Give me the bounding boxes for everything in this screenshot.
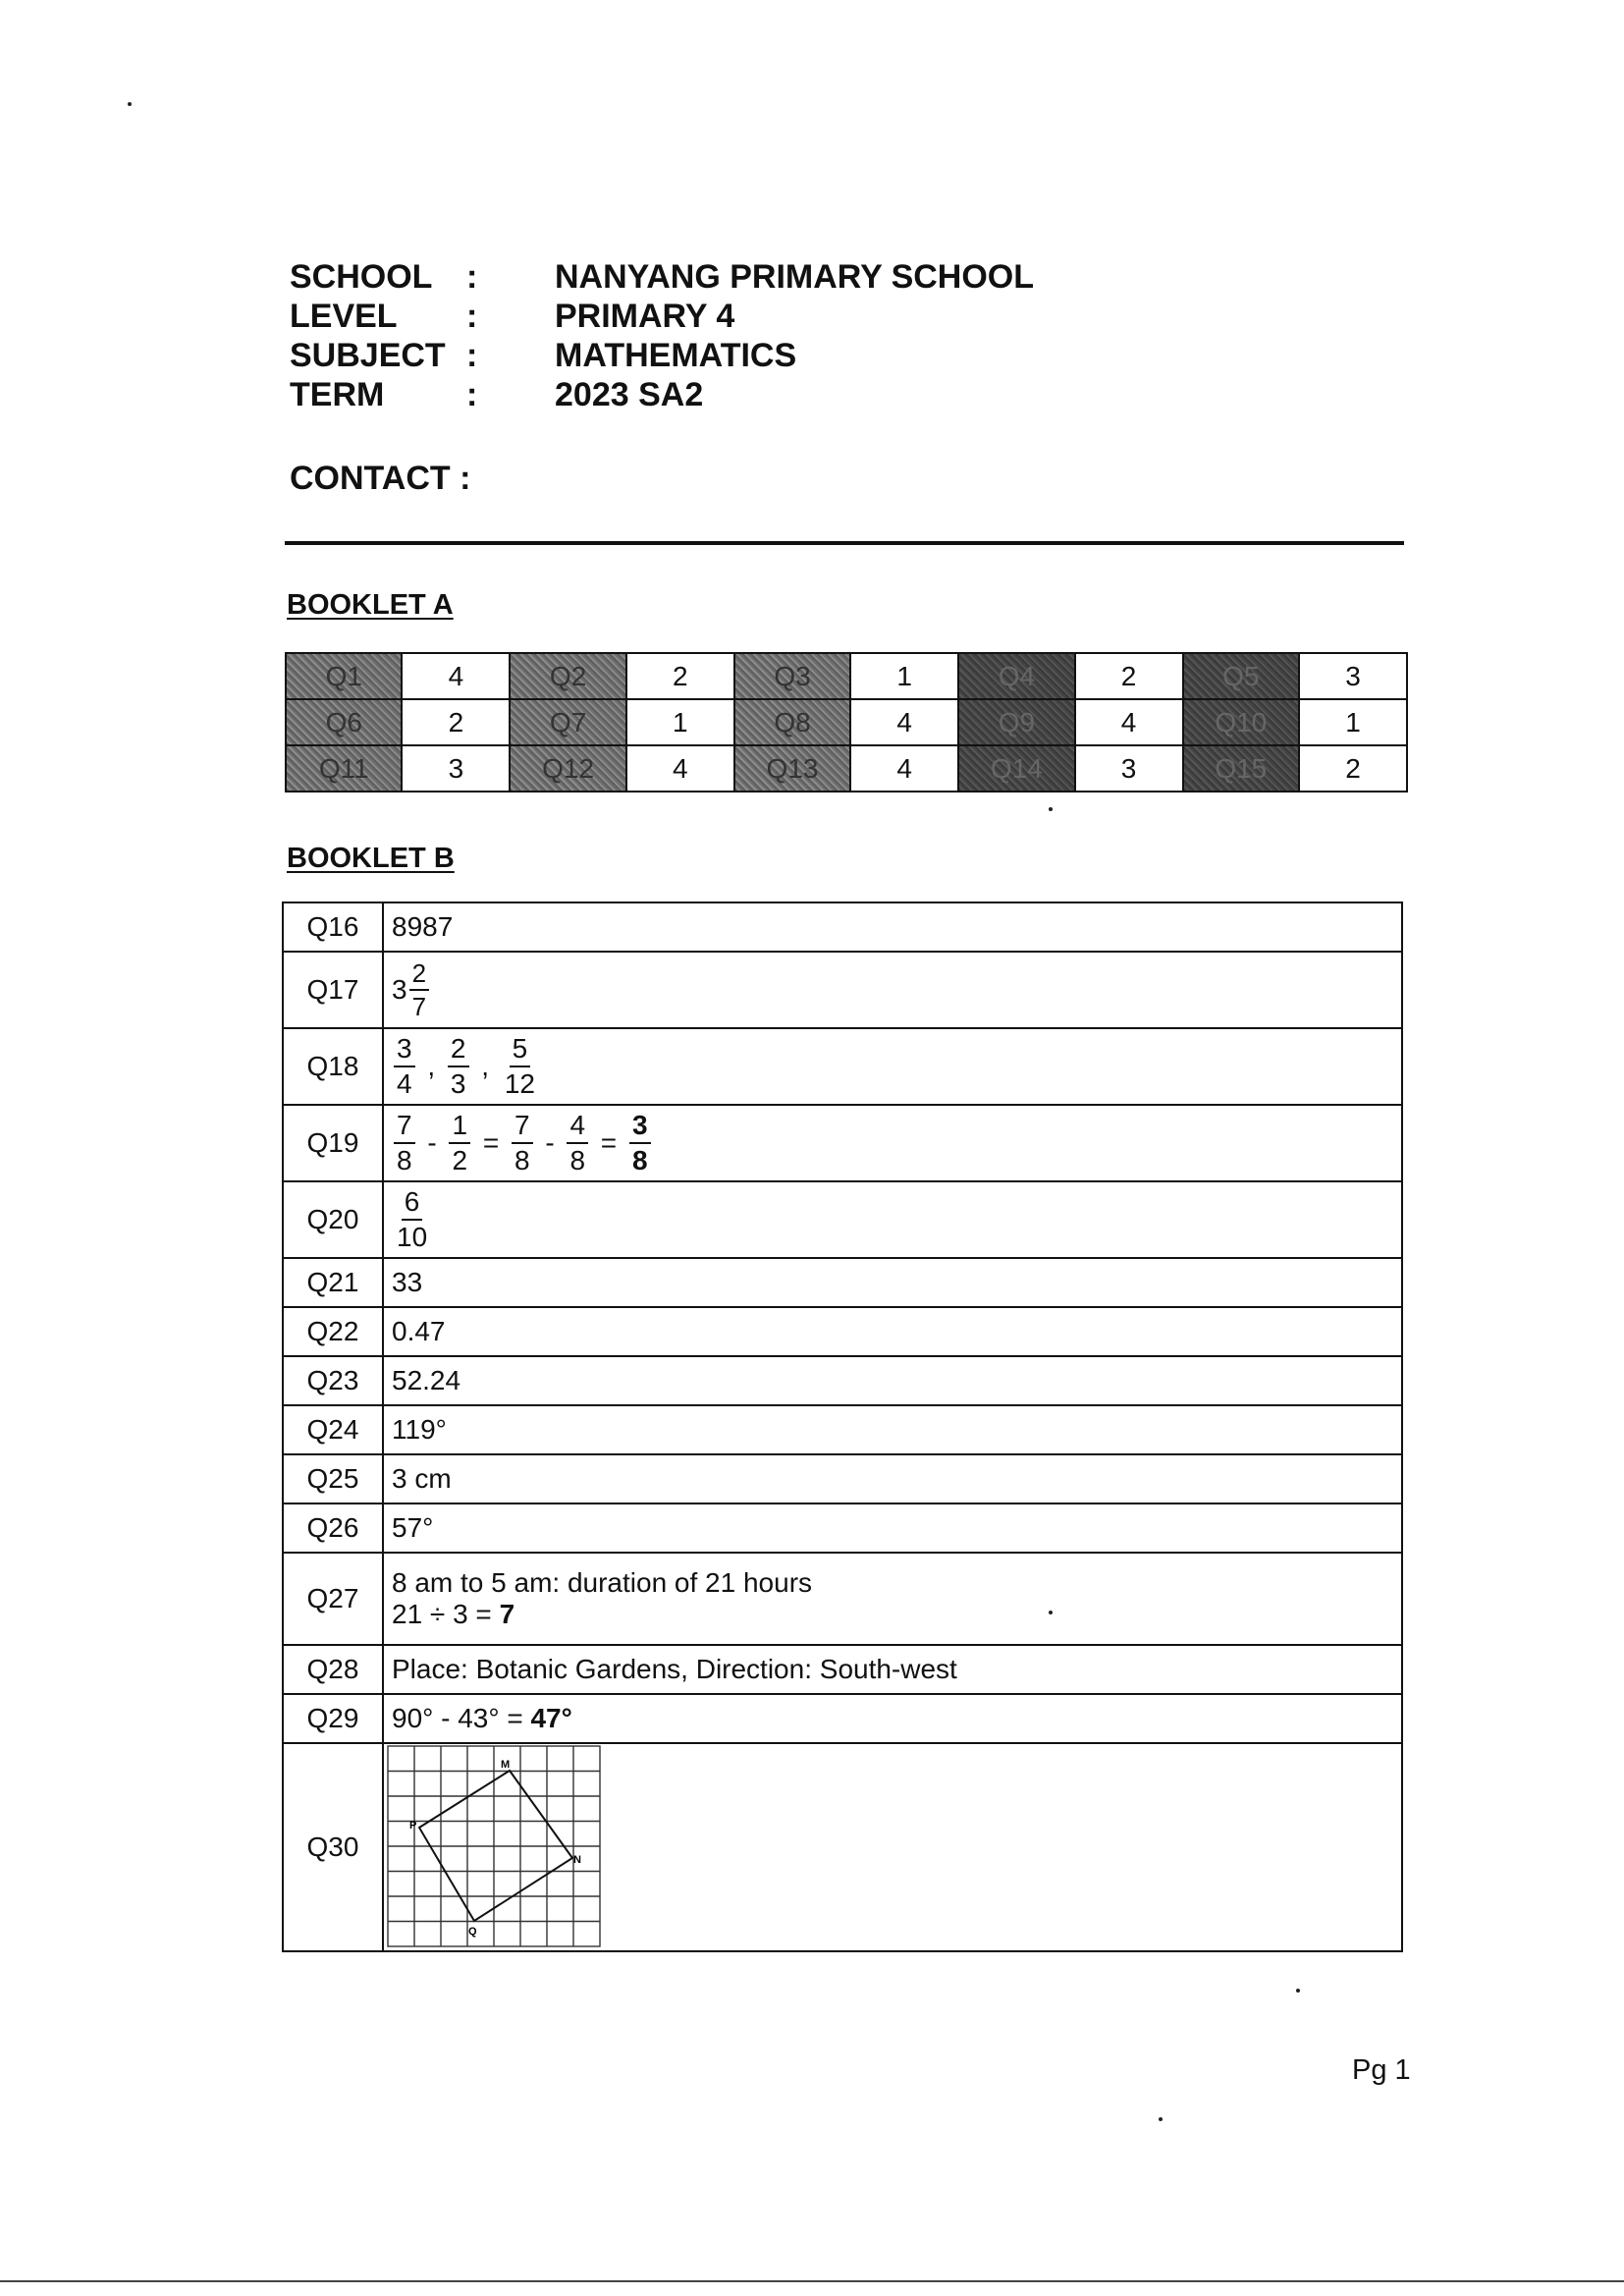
header-value-term: 2023 SA2 <box>555 375 704 413</box>
numerator: 1 <box>449 1112 470 1144</box>
question-cell: Q5 <box>1183 653 1300 699</box>
table-row <box>286 653 1407 699</box>
denominator: 3 <box>450 1068 466 1099</box>
table-row <box>283 1694 1402 1743</box>
answer-cell: 2 <box>1075 653 1183 699</box>
booklet-a-table <box>285 652 1408 793</box>
question-cell: Q8 <box>734 699 851 745</box>
answer-cell <box>383 952 1402 1028</box>
answer-cell: 2 <box>626 653 734 699</box>
table-row <box>286 699 1407 745</box>
answer-cell: 52.24 <box>383 1356 1402 1405</box>
answer-cell: 1 <box>626 699 734 745</box>
header-value-level: PRIMARY 4 <box>555 297 735 335</box>
fraction <box>512 1112 533 1175</box>
answer-cell: 57° <box>383 1503 1402 1553</box>
booklet-b-table <box>282 902 1403 1952</box>
question-cell: Q12 <box>510 745 626 792</box>
header-key: TERM <box>290 375 385 413</box>
table-row <box>283 1454 1402 1503</box>
denominator: 12 <box>504 1068 535 1099</box>
question-cell: Q6 <box>286 699 402 745</box>
final-answer: 7 <box>499 1599 515 1629</box>
header-divider <box>285 541 1404 545</box>
question-cell: Q24 <box>283 1405 383 1454</box>
question-cell: Q3 <box>734 653 851 699</box>
question-cell: Q16 <box>283 902 383 952</box>
contact-label: CONTACT : <box>290 460 471 497</box>
question-cell: Q20 <box>283 1181 383 1258</box>
vertex-label-q: Q <box>468 1926 477 1938</box>
table-row <box>283 1307 1402 1356</box>
fraction <box>394 1188 430 1251</box>
question-cell: Q17 <box>283 952 383 1028</box>
header-colon: : <box>466 257 478 296</box>
answer-cell <box>383 1181 1402 1258</box>
answer-cell: 4 <box>850 745 958 792</box>
header-key: SUBJECT <box>290 336 446 374</box>
table-row <box>283 1105 1402 1181</box>
answer-cell: 2 <box>402 699 510 745</box>
numerator: 3 <box>629 1112 651 1144</box>
question-cell: Q23 <box>283 1356 383 1405</box>
question-cell: Q26 <box>283 1503 383 1553</box>
minus-sign: - <box>545 1127 555 1158</box>
answer-cell: 1 <box>1299 699 1407 745</box>
fraction <box>394 1035 415 1098</box>
denominator: 7 <box>411 992 427 1021</box>
scan-speck <box>128 102 132 106</box>
answer-cell <box>383 1028 1402 1105</box>
question-cell: Q18 <box>283 1028 383 1105</box>
scan-speck <box>1296 1989 1300 1993</box>
answer-cell: 4 <box>850 699 958 745</box>
separator: , <box>481 1051 490 1081</box>
numerator: 6 <box>402 1188 423 1221</box>
fraction <box>567 1112 588 1175</box>
vertex-label-p: P <box>409 1820 417 1831</box>
answer-cell: 3 <box>402 745 510 792</box>
grid-lines <box>388 1746 600 1946</box>
question-cell: Q13 <box>734 745 851 792</box>
mixed-number-whole: 3 <box>392 974 407 1005</box>
table-row <box>283 1181 1402 1258</box>
document-header <box>290 257 1034 414</box>
question-cell: Q11 <box>286 745 402 792</box>
numerator: 2 <box>448 1035 469 1067</box>
header-row-level <box>290 297 1034 336</box>
question-cell: Q27 <box>283 1553 383 1645</box>
header-row-subject <box>290 336 1034 375</box>
table-row <box>286 745 1407 792</box>
answer-cell: 3 cm <box>383 1454 1402 1503</box>
table-row <box>283 952 1402 1028</box>
page-number: Pg 1 <box>1352 2054 1411 2086</box>
question-cell: Q15 <box>1183 745 1300 792</box>
answer-cell: 1 <box>850 653 958 699</box>
table-row <box>283 1645 1402 1694</box>
denominator: 8 <box>514 1145 530 1175</box>
working-expression: 90° - 43° = <box>392 1703 531 1733</box>
question-cell: Q2 <box>510 653 626 699</box>
vertex-label-m: M <box>501 1759 511 1771</box>
table-row <box>283 1356 1402 1405</box>
numerator: 5 <box>510 1035 531 1067</box>
working-line <box>392 1599 1393 1630</box>
header-row-school <box>290 257 1034 297</box>
header-colon: : <box>466 336 478 374</box>
denominator: 8 <box>569 1145 586 1175</box>
square-grid-diagram <box>386 1744 604 1950</box>
answer-cell <box>383 1694 1402 1743</box>
scan-speck <box>1159 2117 1163 2121</box>
question-cell: Q30 <box>283 1743 383 1951</box>
header-value-school: NANYANG PRIMARY SCHOOL <box>555 257 1035 296</box>
header-key: LEVEL <box>290 297 398 335</box>
equals-sign: = <box>482 1127 500 1158</box>
working-line: 8 am to 5 am: duration of 21 hours <box>392 1567 813 1598</box>
fraction <box>448 1035 469 1098</box>
question-cell: Q10 <box>1183 699 1300 745</box>
answer-cell: 4 <box>1075 699 1183 745</box>
vertex-label-n: N <box>573 1854 581 1866</box>
denominator: 8 <box>631 1145 648 1175</box>
footer-divider <box>0 2280 1624 2282</box>
table-row <box>283 1405 1402 1454</box>
final-answer: 47° <box>530 1703 572 1733</box>
denominator: 4 <box>397 1068 412 1099</box>
numerator: 4 <box>567 1112 588 1144</box>
answer-cell: Place: Botanic Gardens, Direction: South-west <box>383 1645 1402 1694</box>
booklet-b-title: BOOKLET B <box>287 843 455 874</box>
header-value-subject: MATHEMATICS <box>555 336 797 374</box>
minus-sign: - <box>427 1127 437 1158</box>
question-cell: Q7 <box>510 699 626 745</box>
question-cell: Q28 <box>283 1645 383 1694</box>
numerator: 3 <box>394 1035 415 1067</box>
fraction <box>409 960 429 1019</box>
answer-cell <box>383 1553 1402 1645</box>
answer-cell: 4 <box>402 653 510 699</box>
fraction <box>449 1112 470 1175</box>
result-fraction <box>629 1112 651 1175</box>
header-key: SCHOOL <box>290 257 433 296</box>
scan-speck <box>1049 807 1053 811</box>
denominator: 10 <box>397 1222 428 1252</box>
answer-cell: 119° <box>383 1405 1402 1454</box>
answer-cell <box>383 1743 1402 1951</box>
question-cell: Q4 <box>958 653 1075 699</box>
numerator: 7 <box>512 1112 533 1144</box>
fraction <box>502 1035 538 1098</box>
table-row <box>283 902 1402 952</box>
answer-cell: 3 <box>1075 745 1183 792</box>
fraction <box>394 1112 415 1175</box>
table-row <box>283 1743 1402 1951</box>
denominator: 8 <box>397 1145 412 1175</box>
answer-cell <box>383 1105 1402 1181</box>
header-row-term <box>290 375 1034 414</box>
answer-cell: 4 <box>626 745 734 792</box>
question-cell: Q1 <box>286 653 402 699</box>
question-cell: Q29 <box>283 1694 383 1743</box>
question-cell: Q21 <box>283 1258 383 1307</box>
separator: , <box>427 1051 436 1081</box>
numerator: 7 <box>394 1112 415 1144</box>
table-row <box>283 1258 1402 1307</box>
table-row <box>283 1553 1402 1645</box>
denominator: 2 <box>452 1145 468 1175</box>
equals-sign: = <box>600 1127 618 1158</box>
answer-cell: 0.47 <box>383 1307 1402 1356</box>
header-colon: : <box>466 375 478 413</box>
header-colon: : <box>466 297 478 335</box>
booklet-a-title: BOOKLET A <box>287 589 454 621</box>
table-row <box>283 1028 1402 1105</box>
question-cell: Q19 <box>283 1105 383 1181</box>
question-cell: Q14 <box>958 745 1075 792</box>
answer-cell: 3 <box>1299 653 1407 699</box>
answer-cell: 8987 <box>383 902 1402 952</box>
question-cell: Q9 <box>958 699 1075 745</box>
question-cell: Q22 <box>283 1307 383 1356</box>
numerator: 2 <box>409 960 429 991</box>
answer-cell: 33 <box>383 1258 1402 1307</box>
answer-cell: 2 <box>1299 745 1407 792</box>
question-cell: Q25 <box>283 1454 383 1503</box>
working-expression: 21 ÷ 3 = <box>392 1599 500 1629</box>
table-row <box>283 1503 1402 1553</box>
